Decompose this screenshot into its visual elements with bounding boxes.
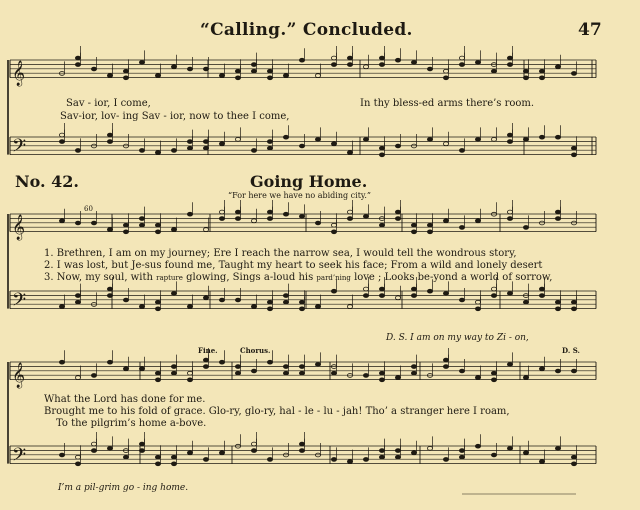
- note-head: [395, 455, 400, 459]
- note-head: [299, 307, 304, 311]
- note-head: [75, 376, 80, 380]
- clef-icon: 𝄞: [12, 363, 26, 388]
- note-head: [539, 294, 544, 298]
- note-head: [491, 138, 496, 142]
- note-head: [203, 146, 208, 150]
- note-head: [475, 307, 480, 311]
- note-head: [379, 223, 384, 227]
- clef-icon: 𝄢: [12, 136, 27, 161]
- note-head: [267, 458, 272, 462]
- note-head: [459, 298, 464, 302]
- note-head: [555, 210, 560, 214]
- note-head: [459, 455, 464, 459]
- clef-icon: 𝄞: [12, 61, 26, 86]
- note-head: [411, 61, 416, 65]
- lyric-line-top-1a: Sav - ior, I come,: [66, 98, 151, 109]
- verse-1: 1. Brethren, I am on my journey; Ere I reach the narrow sea, I would tell the wondrous story,: [44, 248, 517, 259]
- note-head: [523, 76, 528, 80]
- note-head: [475, 219, 480, 223]
- note-head: [459, 449, 464, 453]
- note-head: [571, 455, 576, 459]
- note-head: [427, 138, 432, 142]
- note-head: [571, 300, 576, 304]
- note-head: [491, 69, 496, 73]
- note-head: [203, 140, 208, 144]
- note-head: [331, 458, 336, 462]
- note-head: [187, 146, 192, 150]
- note-head: [443, 358, 448, 362]
- note-head: [475, 444, 480, 448]
- note-head: [347, 63, 352, 67]
- note-head: [187, 212, 192, 216]
- note-head: [171, 371, 176, 375]
- note-head: [331, 142, 336, 146]
- note-head: [75, 462, 80, 466]
- note-head: [331, 371, 336, 375]
- note-head: [347, 305, 352, 309]
- note-head: [59, 305, 64, 309]
- note-head: [459, 56, 464, 60]
- note-head: [283, 212, 288, 216]
- note-head: [443, 219, 448, 223]
- note-head: [123, 223, 128, 227]
- note-head: [299, 442, 304, 446]
- note-head: [123, 230, 128, 234]
- note-head: [523, 300, 528, 304]
- note-head: [203, 67, 208, 71]
- note-head: [363, 287, 368, 291]
- note-head: [171, 292, 176, 296]
- note-head: [443, 458, 448, 462]
- lyric-bottom-1: What the Lord has done for me.: [44, 394, 206, 405]
- note-head: [555, 447, 560, 451]
- note-head: [139, 61, 144, 65]
- note-head: [539, 135, 544, 139]
- note-head: [379, 455, 384, 459]
- note-head: [251, 305, 256, 309]
- note-head: [203, 358, 208, 362]
- note-head: [411, 287, 416, 291]
- note-head: [299, 365, 304, 369]
- note-head: [75, 455, 80, 459]
- fine-mark: Fine.: [198, 346, 218, 355]
- note-head: [251, 442, 256, 446]
- note-head: [155, 378, 160, 382]
- note-head: [267, 210, 272, 214]
- note-head: [331, 63, 336, 67]
- note-head: [379, 287, 384, 291]
- lyric-bottom-2: Brought me to his fold of grace. Glo-ry, glo-ry, hal - le - lu - jah! Tho’ a stranger here I roam,: [44, 406, 510, 417]
- note-head: [187, 305, 192, 309]
- note-head: [475, 376, 480, 380]
- note-head: [251, 219, 256, 223]
- ds-lyric-line: D. S. I am on my way to Zi - on,: [386, 333, 529, 343]
- note-head: [331, 289, 336, 293]
- note-head: [203, 458, 208, 462]
- lyric-line-top-1b: In thy bless-ed arms there’s room.: [360, 98, 535, 109]
- note-head: [347, 56, 352, 60]
- note-head: [59, 133, 64, 137]
- note-head: [75, 56, 80, 60]
- note-head: [235, 138, 240, 142]
- note-head: [267, 76, 272, 80]
- note-head: [395, 449, 400, 453]
- note-head: [75, 300, 80, 304]
- note-head: [363, 65, 368, 69]
- note-head: [187, 451, 192, 455]
- note-head: [91, 442, 96, 446]
- note-head: [139, 449, 144, 453]
- note-head: [363, 458, 368, 462]
- note-head: [171, 149, 176, 153]
- note-head: [203, 365, 208, 369]
- note-head: [139, 305, 144, 309]
- note-head: [251, 63, 256, 67]
- note-head: [363, 374, 368, 378]
- note-head: [299, 300, 304, 304]
- note-head: [299, 371, 304, 375]
- note-head: [411, 223, 416, 227]
- note-head: [203, 228, 208, 232]
- note-head: [315, 363, 320, 367]
- note-head: [139, 217, 144, 221]
- clefs: [12, 60, 26, 470]
- note-head: [155, 223, 160, 227]
- note-head: [155, 371, 160, 375]
- note-head: [123, 455, 128, 459]
- note-head: [347, 217, 352, 221]
- note-head: [251, 449, 256, 453]
- lyric-line-top-2: Sav-ior, lov- ing Sav - ior, now to thee I come,: [60, 111, 290, 122]
- chorus-mark: Chorus.: [240, 346, 271, 355]
- note-head: [267, 307, 272, 311]
- note-head: [443, 142, 448, 146]
- note-head: [459, 369, 464, 373]
- note-head: [395, 217, 400, 221]
- note-head: [491, 453, 496, 457]
- note-head: [59, 219, 64, 223]
- note-head: [75, 63, 80, 67]
- note-head: [395, 210, 400, 214]
- note-head: [171, 455, 176, 459]
- note-head: [475, 138, 480, 142]
- note-head: [571, 72, 576, 76]
- note-head: [571, 369, 576, 373]
- note-head: [59, 360, 64, 364]
- note-head: [507, 292, 512, 296]
- note-head: [427, 230, 432, 234]
- note-head: [443, 365, 448, 369]
- note-head: [171, 65, 176, 69]
- note-head: [139, 149, 144, 153]
- note-head: [299, 58, 304, 62]
- note-head: [283, 74, 288, 78]
- note-head: [459, 226, 464, 230]
- note-head: [251, 369, 256, 373]
- note-head: [267, 217, 272, 221]
- note-head: [299, 215, 304, 219]
- song-number: No. 42.: [15, 172, 79, 191]
- note-head: [219, 451, 224, 455]
- clef-icon: 𝄢: [12, 290, 27, 315]
- note-head: [155, 307, 160, 311]
- note-head: [299, 144, 304, 148]
- note-head: [491, 371, 496, 375]
- note-head: [235, 365, 240, 369]
- note-head: [555, 369, 560, 373]
- note-head: [539, 69, 544, 73]
- note-head: [235, 69, 240, 73]
- note-head: [187, 67, 192, 71]
- note-head: [123, 69, 128, 73]
- note-head: [235, 210, 240, 214]
- note-head: [395, 296, 400, 300]
- note-head: [475, 300, 480, 304]
- note-head: [107, 287, 112, 291]
- note-head: [139, 367, 144, 371]
- note-head: [75, 221, 80, 225]
- note-head: [379, 153, 384, 157]
- note-head: [475, 61, 480, 65]
- note-head: [379, 449, 384, 453]
- note-head: [283, 135, 288, 139]
- note-head: [523, 69, 528, 73]
- note-head: [523, 138, 528, 142]
- note-head: [155, 230, 160, 234]
- note-head: [363, 138, 368, 142]
- verse-3: 3. Now, my soul, with rapture glowing, Sings a-loud his pard’ning love ; Looks be-yond a world of sorrow,: [44, 272, 553, 283]
- note-head: [491, 294, 496, 298]
- note-head: [251, 149, 256, 153]
- note-head: [315, 305, 320, 309]
- note-head: [411, 294, 416, 298]
- note-head: [123, 298, 128, 302]
- page-number: 47: [578, 20, 602, 40]
- clef-icon: 𝄞: [12, 215, 26, 240]
- note-head: [507, 133, 512, 137]
- note-head: [379, 371, 384, 375]
- note-head: [555, 300, 560, 304]
- note-head: [299, 449, 304, 453]
- note-head: [491, 287, 496, 291]
- note-head: [427, 67, 432, 71]
- note-head: [91, 67, 96, 71]
- note-head: [363, 215, 368, 219]
- note-head: [571, 146, 576, 150]
- note-head: [187, 371, 192, 375]
- note-head: [107, 447, 112, 451]
- note-head: [315, 221, 320, 225]
- note-head: [267, 300, 272, 304]
- note-head: [443, 69, 448, 73]
- note-head: [171, 365, 176, 369]
- note-head: [251, 69, 256, 73]
- note-head: [443, 292, 448, 296]
- note-head: [427, 289, 432, 293]
- note-head: [379, 146, 384, 150]
- note-head: [123, 367, 128, 371]
- note-head: [507, 140, 512, 144]
- ds-mark: D. S.: [562, 346, 580, 355]
- note-head: [555, 135, 560, 139]
- note-head: [91, 374, 96, 378]
- note-head: [91, 449, 96, 453]
- note-head: [171, 462, 176, 466]
- note-head: [523, 451, 528, 455]
- note-head: [507, 63, 512, 67]
- note-head: [331, 56, 336, 60]
- bass-lyric-line: I’m a pil-grim go - ing home.: [58, 483, 189, 493]
- note-head: [203, 296, 208, 300]
- note-head: [219, 142, 224, 146]
- note-head: [507, 363, 512, 367]
- note-head: [411, 365, 416, 369]
- lyric-bottom-3: To the pilgrim’s home a-bove.: [56, 418, 207, 429]
- note-head: [107, 294, 112, 298]
- note-head: [155, 300, 160, 304]
- note-head: [155, 455, 160, 459]
- note-head: [123, 76, 128, 80]
- note-head: [363, 294, 368, 298]
- note-head: [555, 217, 560, 221]
- note-head: [411, 451, 416, 455]
- clef-icon: 𝄢: [12, 445, 27, 470]
- note-head: [539, 460, 544, 464]
- note-head: [139, 442, 144, 446]
- note-head: [411, 230, 416, 234]
- verse-2: 2. I was lost, but Je-sus found me, Taught my heart to seek his face; From a wild and lonely desert: [44, 260, 543, 271]
- note-head: [315, 74, 320, 78]
- note-head: [267, 140, 272, 144]
- note-head: [555, 307, 560, 311]
- song-subtitle: “For here we have no abiding city.”: [228, 191, 372, 200]
- note-head: [427, 223, 432, 227]
- note-head: [571, 153, 576, 157]
- note-head: [459, 63, 464, 67]
- note-head: [139, 223, 144, 227]
- note-head: [219, 210, 224, 214]
- note-head: [491, 378, 496, 382]
- note-head: [235, 371, 240, 375]
- note-head: [427, 447, 432, 451]
- note-head: [395, 376, 400, 380]
- note-head: [91, 221, 96, 225]
- note-head: [555, 65, 560, 69]
- note-head: [443, 76, 448, 80]
- note-head: [459, 149, 464, 153]
- note-head: [507, 56, 512, 60]
- note-head: [267, 69, 272, 73]
- note-head: [523, 376, 528, 380]
- note-head: [107, 360, 112, 364]
- note-head: [187, 140, 192, 144]
- note-head: [107, 74, 112, 78]
- note-head: [347, 210, 352, 214]
- note-head: [283, 294, 288, 298]
- note-head: [379, 378, 384, 382]
- note-head: [171, 228, 176, 232]
- note-head: [219, 360, 224, 364]
- note-head: [235, 76, 240, 80]
- note-head: [347, 151, 352, 155]
- note-head: [507, 217, 512, 221]
- note-head: [507, 447, 512, 451]
- note-head: [507, 210, 512, 214]
- note-head: [75, 294, 80, 298]
- note-head: [219, 217, 224, 221]
- note-head: [539, 76, 544, 80]
- note-head: [107, 133, 112, 137]
- note-head: [379, 56, 384, 60]
- note-head: [411, 371, 416, 375]
- note-head: [331, 230, 336, 234]
- note-head: [539, 287, 544, 291]
- note-head: [155, 74, 160, 78]
- note-head: [219, 298, 224, 302]
- note-head: [331, 223, 336, 227]
- note-head: [347, 460, 352, 464]
- page-heading: “Calling.” Concluded.: [200, 20, 413, 40]
- note-head: [235, 298, 240, 302]
- note-head: [155, 151, 160, 155]
- note-head: [283, 371, 288, 375]
- note-head: [107, 140, 112, 144]
- note-head: [187, 378, 192, 382]
- note-head: [267, 146, 272, 150]
- note-head: [571, 462, 576, 466]
- note-head: [235, 217, 240, 221]
- note-head: [539, 367, 544, 371]
- note-head: [59, 453, 64, 457]
- note-head: [315, 138, 320, 142]
- note-head: [267, 360, 272, 364]
- note-head: [395, 58, 400, 62]
- note-head: [155, 462, 160, 466]
- note-head: [379, 294, 384, 298]
- note-head: [59, 140, 64, 144]
- note-head: [283, 300, 288, 304]
- note-head: [75, 149, 80, 153]
- note-head: [395, 144, 400, 148]
- note-head: [379, 63, 384, 67]
- note-head: [283, 365, 288, 369]
- measure-number: 60: [84, 205, 93, 213]
- note-head: [219, 74, 224, 78]
- note-head: [107, 228, 112, 232]
- note-head: [571, 307, 576, 311]
- note-head: [523, 226, 528, 230]
- song-title: Going Home.: [250, 172, 368, 191]
